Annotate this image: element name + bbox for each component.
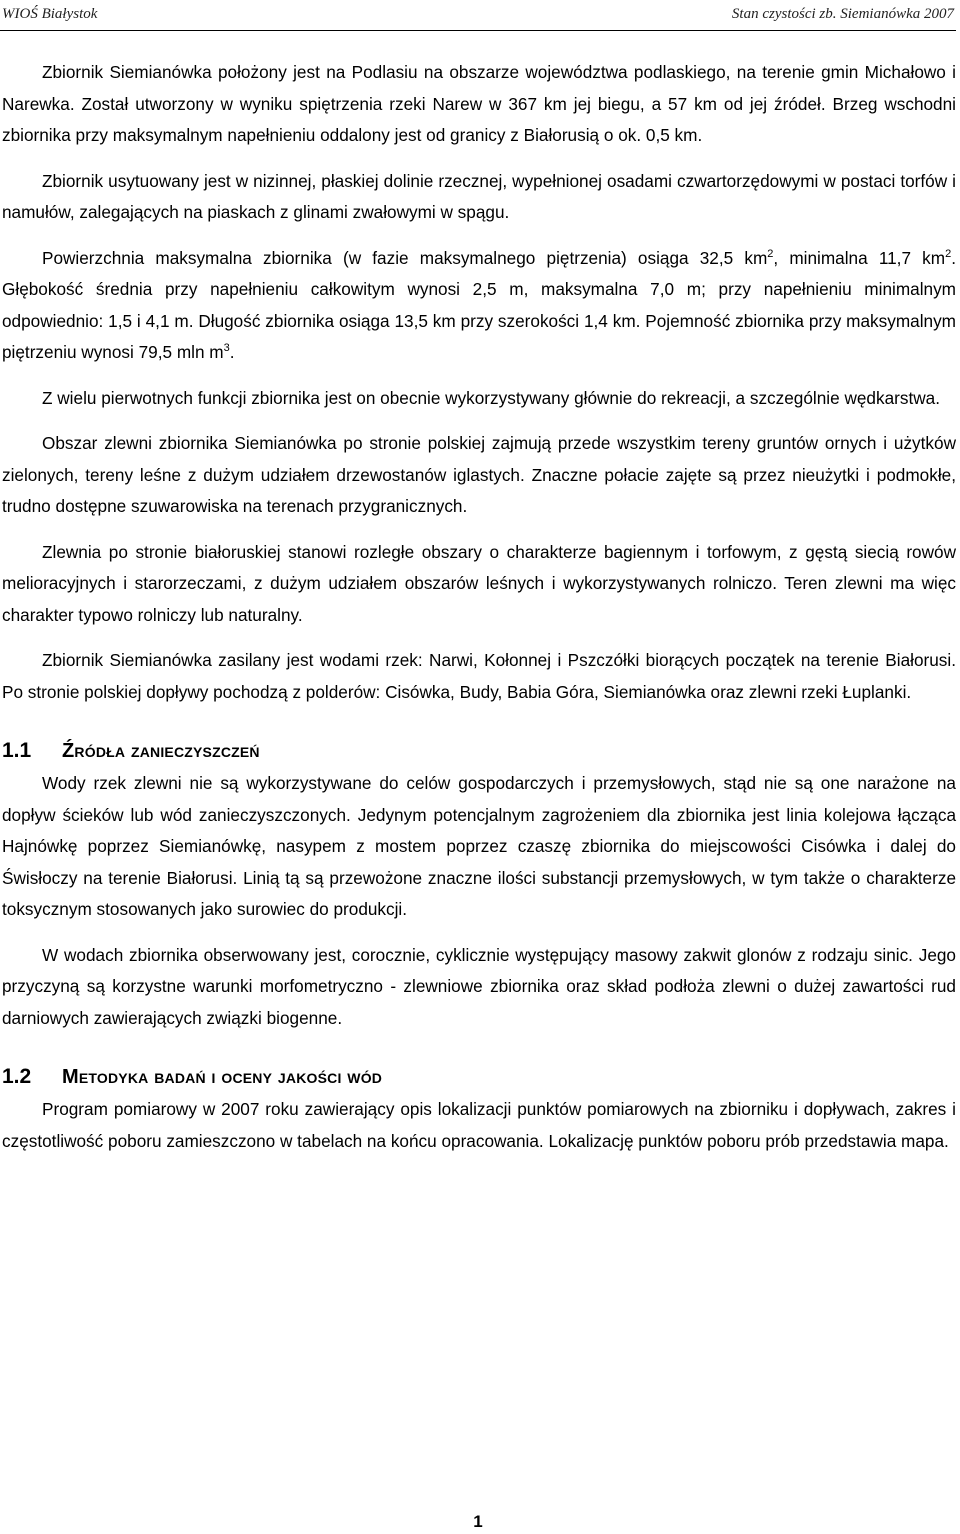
text-span: Powierzchnia maksymalna zbiornika (w fazie maksymalnego piętrzenia) osiąga 32,5 km <box>42 247 768 268</box>
text-span: , minimalna 11,7 km <box>773 247 946 268</box>
superscript: 3 <box>223 342 230 354</box>
paragraph-monitoring-program: Program pomiarowy w 2007 roku zawierający opis lokalizacji punktów pomiarowych na zbiorniku i dopływach, zakres i częstotliwość poboru zamieszczono w tabelach na końcu opracowania. Lokalizację punktów poboru prób przedstawia mapa. <box>2 1099 956 1151</box>
document-body <box>2 57 956 1171</box>
superscript: 2 <box>945 247 952 260</box>
page-header <box>0 0 956 31</box>
paragraph-location: Zbiornik Siemianówka położony jest na Podlasiu na obszarze województwa podlaskiego, na terenie gmin Michałowo i Narewka. Został utworzony w wyniku spiętrzenia rzeki Narew w 367 km jej biegu, a 57 km od jej źródeł. Brzeg wschodni zbiornika przy maksymalnym napełnieniu oddalony jest od granicy z Białorusią o ok. 0,5 km. <box>2 62 956 145</box>
paragraph-algae-bloom: W wodach zbiornika obserwowany jest, corocznie, cyklicznie występujący masowy zakwit glonów z rodzaju sinic. Jego przyczyną są korzystne warunki morfometryczno - zlewniowe zbiornika oraz skład podłoża zlewni o dużej zawartości rud darniowych zawierających związki biogenne. <box>2 944 956 1028</box>
section-title: Źródła zanieczyszczeń <box>62 740 260 762</box>
page-number: 1 <box>473 1512 483 1531</box>
header-institution: WIOŚ Białystok <box>2 6 98 22</box>
text-span: . Głębokość średnia przy napełnieniu całkowitym wynosi 2,5 m, maksymalna 7,0 m; przy napełnieniu minimalnym odpowiednio: 1,5 i 4,1 m. Długość zbiornika osiąga 13,5 km przy szerokości 1,4 km. Pojemność zbiornika przy maksymalnym piętrzeniu wynosi 79,5 mln m <box>2 247 956 362</box>
paragraph-inflows: Zbiornik Siemianówka zasilany jest wodami rzek: Narwi, Kołonnej i Pszczółki biorących początek na terenie Białorusi. Po stronie polskiej dopływy pochodzą z polderów: Cisówka, Budy, Babia Góra, Siemianówka oraz zlewni rzeki Łuplanki. <box>2 650 956 702</box>
paragraph-dimensions <box>2 243 956 369</box>
paragraph-polish-catchment: Obszar zlewni zbiornika Siemianówka po stronie polskiej zajmują przede wszystkim tereny gruntów ornych i użytków zielonych, tereny leśne z dużym udziałem drzewostanów iglastych. Znaczne połacie zajęte są przez nieużytki i podmokłe, trudno dostępne szuwarowiska na terenach przygranicznych. <box>2 433 956 516</box>
section-heading-methodology <box>2 1048 956 1094</box>
header-report-title: Stan czystości zb. Siemianówka 2007 <box>731 6 954 22</box>
paragraph-functions: Z wielu pierwotnych funkcji zbiornika jest on obecnie wykorzystywany głównie do rekreacji, a szczególnie wędkarstwa. <box>42 387 940 408</box>
paragraph-belarus-catchment: Zlewnia po stronie białoruskiej stanowi rozległe obszary o charakterze bagiennym i torfowym, z gęstą siecią rowów melioracyjnych i starorzeczami, z dużym udziałem obszarów leśnych i wykorzystywanych rolniczo. Teren zlewni ma więc charakter typowo rolniczy lub naturalny. <box>2 541 956 625</box>
section-number: 1.2 <box>2 1065 32 1088</box>
paragraph-pollution-risk: Wody rzek zlewni nie są wykorzystywane do celów gospodarczych i przemysłowych, stąd nie są one narażone na dopływ ścieków lub wód zanieczyszczonych. Jedynym potencjalnym zagrożeniem dla zbiornika jest linia kolejowa łącząca Hajnówkę poprzez Siemianówkę, nasypem z mostem poprzez czaszę zbiornika do miejscowości Cisówka i dalej do Świsłoczy na terenie Białorusi. Linią tą są przewożone znaczne ilości substancji przemysłowych, w tym także o charakterze toksycznym stosowanych jako surowiec do produkcji. <box>2 773 956 919</box>
superscript: 2 <box>767 247 774 260</box>
paragraph-geology: Zbiornik usytuowany jest w nizinnej, płaskiej dolinie rzecznej, wypełnionej osadami czwartorzędowymi w postaci torfów i namułów, zalegających na piaskach z glinami zwałowymi w spągu. <box>2 170 956 222</box>
text-span: . <box>229 342 235 362</box>
section-heading-pollution-sources <box>2 722 956 768</box>
section-number: 1.1 <box>2 739 32 762</box>
section-title: Metodyka badań i oceny jakości wód <box>62 1066 383 1088</box>
